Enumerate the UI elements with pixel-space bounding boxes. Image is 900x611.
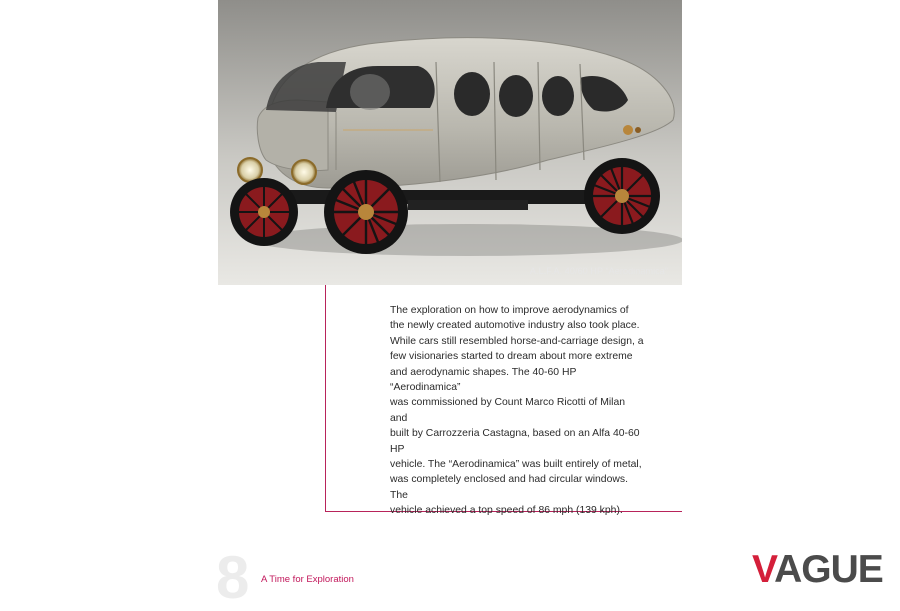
text-line: vehicle. The “Aerodinamica” was built entirely of metal, <box>390 459 642 471</box>
article-body <box>390 303 644 519</box>
text-line: and aerodynamic shapes. The 40-60 HP “Aerodinamica” <box>390 366 577 394</box>
section-title: A Time for Exploration <box>261 574 354 585</box>
text-line: built by Carrozzeria Castagna, based on an Alfa 40-60 HP <box>390 428 640 455</box>
vintage-car-illustration <box>218 0 682 285</box>
car-photo <box>218 0 682 285</box>
frame-line-left <box>325 285 326 512</box>
page-number: 8 <box>216 544 250 611</box>
logo-text: AGUE <box>774 548 883 591</box>
text-line: few visionaries started to dream about more extreme <box>390 351 633 363</box>
text-line: was commissioned by Count Marco Ricotti of Milan and <box>390 397 626 424</box>
text-line: vehicle achieved a top speed of 86 mph (139 kph). <box>390 505 623 517</box>
photo-caption: A.L.F.A. 40/60 HP “Aerodinamica” <box>529 266 668 276</box>
text-line: While cars still resembled horse-and-carriage design, a <box>390 335 644 347</box>
logo-initial: V <box>752 548 775 591</box>
brand-logo <box>752 548 883 592</box>
text-line: The exploration on how to improve aerodynamics of <box>390 305 629 316</box>
text-line: was completely enclosed and had circular windows. The <box>390 474 628 501</box>
text-line: the newly created automotive industry also took place. <box>390 320 640 332</box>
